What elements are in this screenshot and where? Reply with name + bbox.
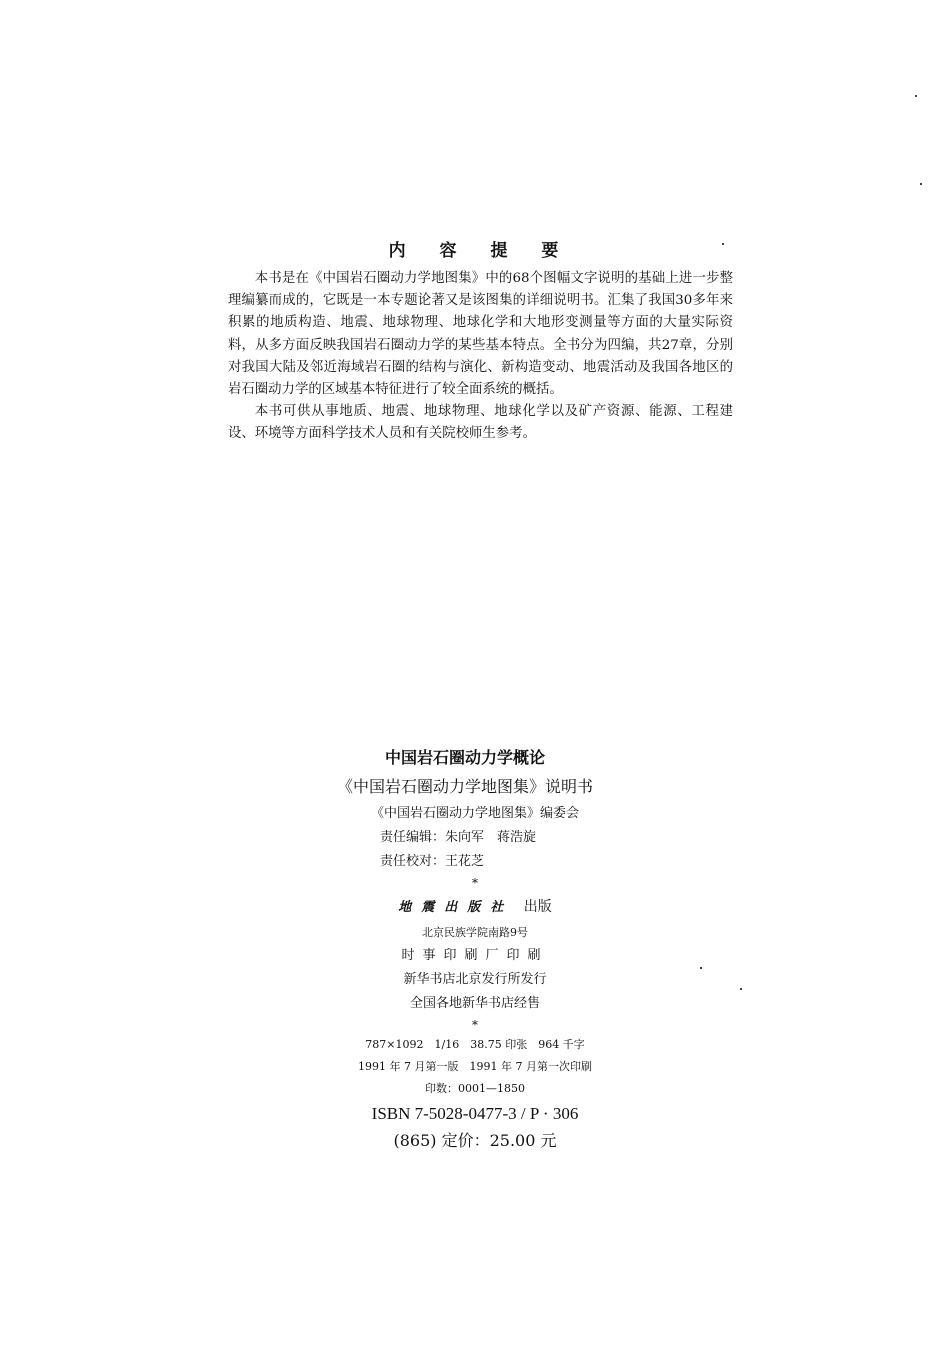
book-subtitle: 《中国岩石圈动力学地图集》说明书	[336, 777, 593, 796]
format-line: 787×1092 1/16 38.75 印张 964 千字	[365, 1038, 585, 1051]
colophon	[0, 744, 950, 1154]
responsible-proofreader: 责任校对：王花芝	[380, 854, 485, 869]
separator-star-2: *	[472, 1018, 478, 1032]
scan-speck	[920, 183, 922, 185]
separator-star-1: *	[472, 876, 478, 890]
abstract-paragraph-1: 本书是在《中国岩石圈动力学地图集》中的68个图幅文字说明的基础上进一步整理编纂而成的，它既是一本专题论著又是该图集的详细说明书。汇集了我国30多年来积累的地质构造、地震、地球物理、地球化学和大地形变测量等方面的大量实际资料，从多方面反映我国岩石圈动力学的某些基本特点。全书分为四编，共27章，分别对我国大陆及邻近海域岩石圈的结构与演化、新构造变动、地震活动及我国各地区的岩石圈动力学的区域基本特征进行了较全面系统的概括。	[228, 271, 733, 398]
abstract-section	[228, 240, 733, 446]
scan-speck	[740, 988, 742, 990]
scan-speck	[915, 95, 917, 97]
scan-speck	[722, 243, 724, 245]
responsible-editor-line	[0, 826, 950, 850]
abstract-title: 内 容 提 要	[388, 241, 573, 261]
responsible-proofreader-line	[0, 850, 950, 874]
responsible-editor: 责任编辑：朱向军 蒋浩旋	[380, 830, 537, 845]
distributor: 新华书店北京发行所发行	[403, 972, 547, 987]
print-count: 印数：0001—1850	[425, 1082, 525, 1095]
edition-line: 1991 年 7 月第一版 1991 年 7 月第一次印刷	[358, 1060, 592, 1073]
publisher-name: 地震出版社	[398, 900, 514, 915]
editorial-committee: 《中国岩石圈动力学地图集》编委会	[370, 806, 579, 821]
scan-speck	[700, 967, 702, 969]
price: (865) 定价：25.00 元	[393, 1131, 557, 1150]
isbn: ISBN 7-5028-0477-3 / P · 306	[371, 1104, 579, 1123]
book-title: 中国岩石圈动力学概论	[384, 748, 545, 767]
publisher-address: 北京民族学院南路9号	[422, 926, 528, 939]
abstract-paragraph-2: 本书可供从事地质、地震、地球物理、地球化学以及矿产资源、能源、工程建设、环境等方面科学技术人员和有关院校师生参考。	[228, 404, 733, 442]
publisher-line	[0, 892, 950, 922]
printer: 时事印刷厂印刷	[401, 948, 549, 963]
seller: 全国各地新华书店经售	[409, 996, 540, 1011]
publisher-suffix: 出版	[523, 899, 552, 915]
